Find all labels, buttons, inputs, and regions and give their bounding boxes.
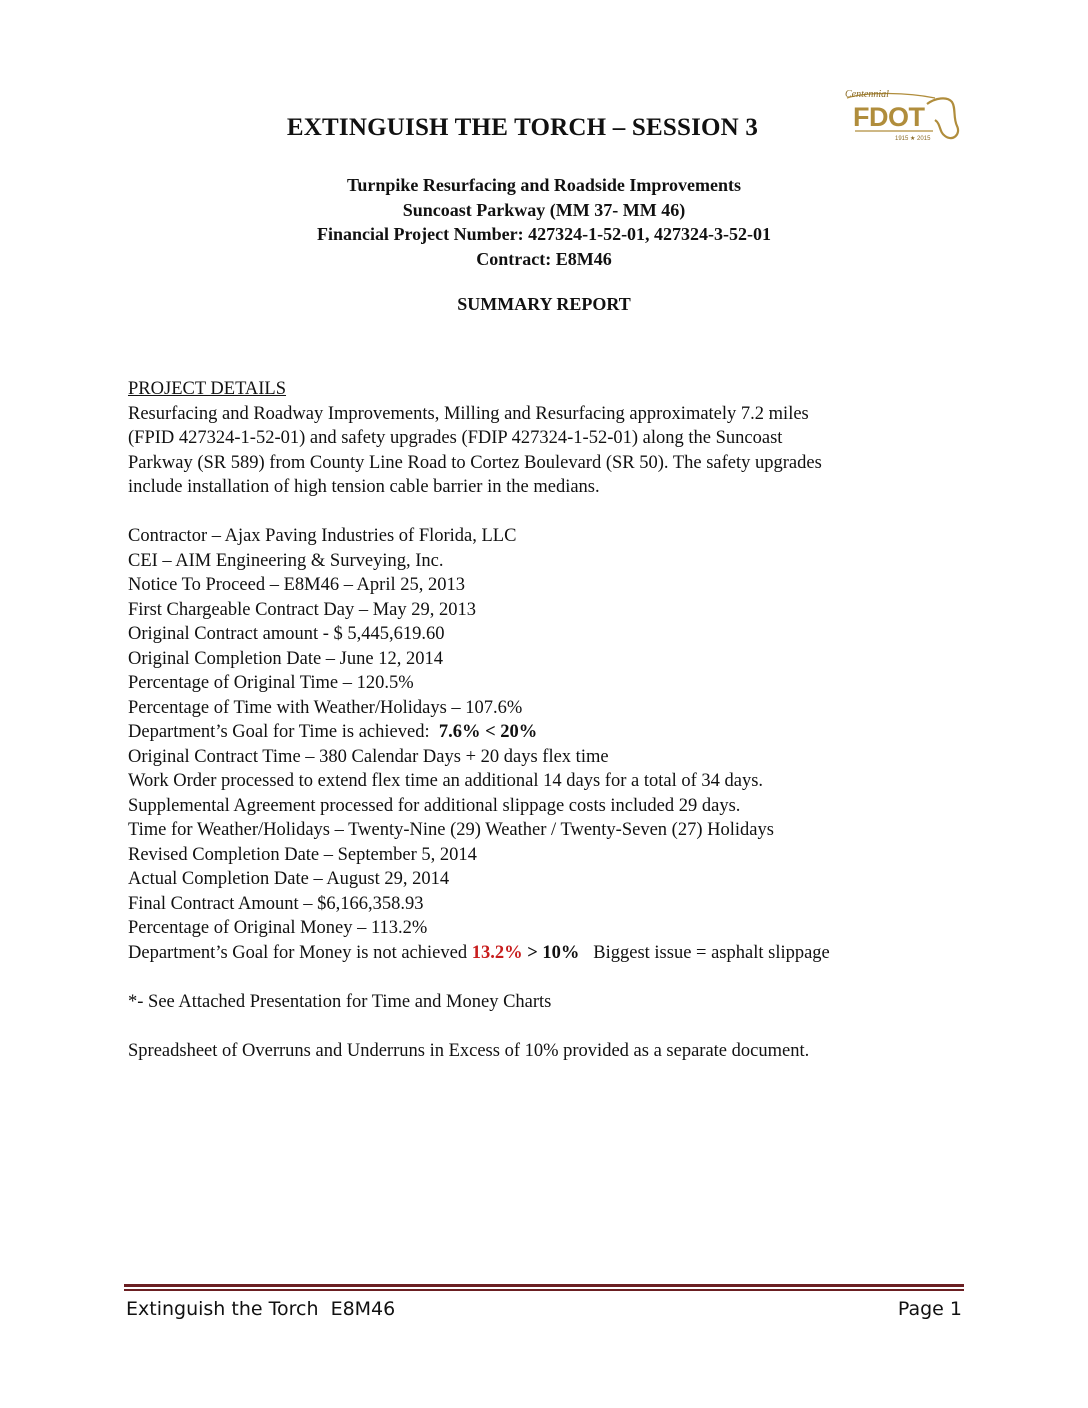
attached-presentation-note: *- See Attached Presentation for Time and Money Charts [128,991,552,1012]
detail-percent-original-time: Percentage of Original Time – 120.5% [128,673,414,693]
svg-text:1915 ★ 2015: 1915 ★ 2015 [895,136,931,142]
spreadsheet-note: Spreadsheet of Overruns and Underruns in Excess of 10% provided as a separate document. [128,1040,810,1061]
project-subheader [0,173,1088,271]
detail-original-contract-time: Original Contract Time – 380 Calendar Days + 20 days flex time [128,746,609,767]
svg-text:FDOT: FDOT [853,102,925,132]
detail-supplemental-agreement: Supplemental Agreement processed for additional slippage costs included 29 days. [128,795,741,816]
subheader-project-name: Turnpike Resurfacing and Roadside Improvements [346,175,742,195]
detail-money-goal [128,941,968,966]
detail-contractor: Contractor – Ajax Paving Industries of Florida, LLC [128,526,517,546]
report-body [128,377,968,1063]
summary-report-heading: SUMMARY REPORT [457,294,631,314]
detail-original-completion: Original Completion Date – June 12, 2014 [128,648,443,669]
detail-actual-completion: Actual Completion Date – August 29, 2014 [128,869,450,889]
footer-page-number: Page 1 [897,1298,962,1320]
footer-divider-thin [124,1289,964,1291]
detail-cei: CEI – AIM Engineering & Surveying, Inc. [128,550,444,571]
description-line: Parkway (SR 589) from County Line Road to Cortez Boulevard (SR 50). The safety upgrades [128,452,822,473]
detail-weather-holidays: Time for Weather/Holidays – Twenty-Nine (29) Weather / Twenty-Seven (27) Holidays [128,820,774,840]
subheader-location: Suncoast Parkway (MM 37- MM 46) [402,199,686,220]
detail-work-order: Work Order processed to extend flex time an additional 14 days for a total of 34 days. [128,771,764,791]
project-description [128,402,968,500]
description-line: (FPID 427324-1-52-01) and safety upgrades (FDIP 427324-1-52-01) along the Suncoast [128,428,783,448]
svg-text:Centennial: Centennial [845,89,889,100]
detail-time-goal [128,720,968,745]
detail-original-amount: Original Contract amount - $ 5,445,619.60 [128,624,445,644]
time-goal-label: Department’s Goal for Time is achieved: [128,722,439,742]
description-line: include installation of high tension cable barrier in the medians. [128,477,600,497]
detail-notice-to-proceed: Notice To Proceed – E8M46 – April 25, 2013 [128,575,465,595]
money-goal-issue: Biggest issue = asphalt slippage [579,942,830,963]
footer-divider [124,1284,964,1287]
detail-percent-original-money: Percentage of Original Money – 113.2% [128,918,428,938]
detail-final-amount: Final Contract Amount – $6,166,358.93 [128,893,424,914]
time-goal-value: 7.6% < 20% [438,722,538,742]
description-line: Resurfacing and Roadway Improvements, Milling and Resurfacing approximately 7.2 miles [128,403,809,424]
page-title: EXTINGUISH THE TORCH – SESSION 3 [286,114,759,141]
detail-first-chargeable-day: First Chargeable Contract Day – May 29, 2013 [128,599,477,620]
detail-percent-time-weather: Percentage of Time with Weather/Holidays – 107.6% [128,697,523,718]
detail-revised-completion: Revised Completion Date – September 5, 2014 [128,844,477,865]
money-goal-label: Department’s Goal for Money is not achieved [128,942,472,963]
money-goal-threshold: > 10% [522,942,580,963]
money-goal-red-value: 13.2% [471,942,523,963]
contract-details-list [128,524,968,965]
subheader-contract: Contract: E8M46 [476,248,612,269]
project-details-heading: PROJECT DETAILS [128,379,287,399]
footer-document-label: Extinguish the Torch E8M46 [126,1298,396,1320]
subheader-financial-number: Financial Project Number: 427324-1-52-01, 427324-3-52-01 [316,224,772,244]
